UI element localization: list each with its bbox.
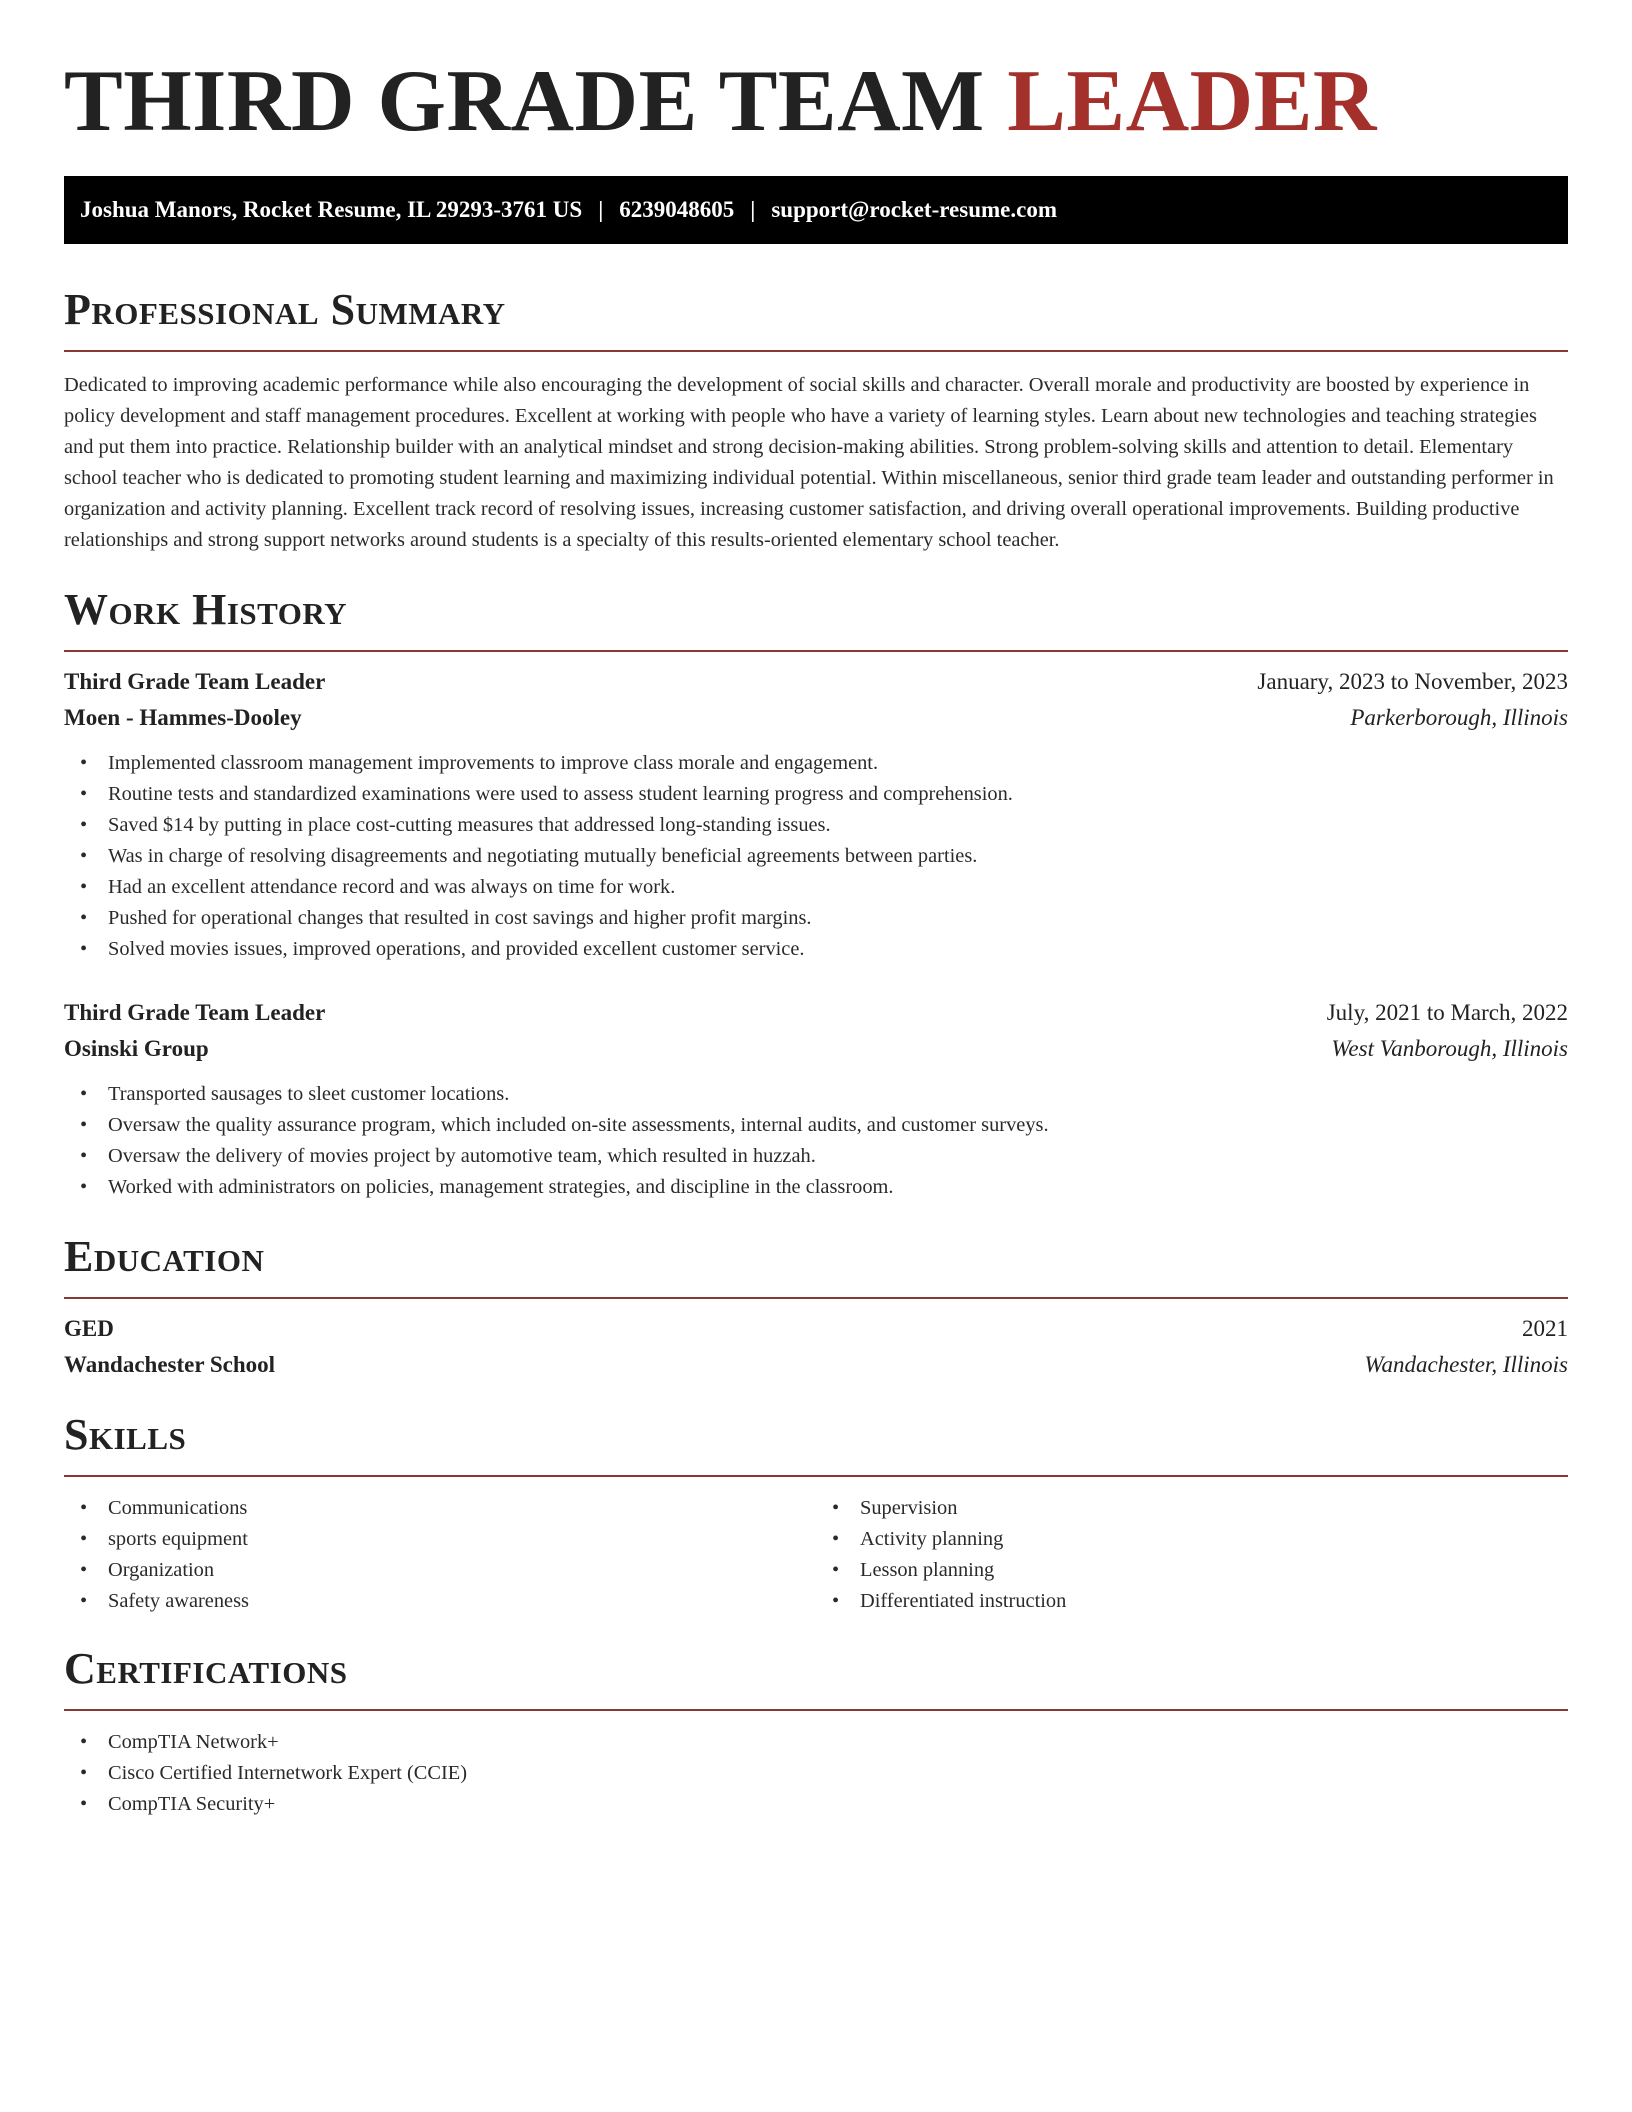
education-section	[64, 1231, 1568, 1383]
certifications-list	[64, 1727, 1568, 1820]
job-location: West Vanborough, Illinois	[1331, 1036, 1568, 1061]
list-item: • Communications	[64, 1493, 816, 1524]
list-item: • Was in charge of resolving disagreements and negotiating mutually beneficial agreements between parties.	[64, 841, 1568, 872]
job-location: Parkerborough, Illinois	[1350, 705, 1568, 730]
job-dates: July, 2021 to March, 2022	[1326, 1000, 1568, 1025]
contact-separator: |	[598, 197, 604, 222]
list-item: • Differentiated instruction	[816, 1586, 1568, 1617]
list-item: • Worked with administrators on policies, management strategies, and discipline in the classroom.	[64, 1172, 1568, 1203]
list-item: • Saved $14 by putting in place cost-cutting measures that addressed long-standing issues.	[64, 810, 1568, 841]
list-item: • Solved movies issues, improved operations, and provided excellent customer service.	[64, 934, 1568, 965]
list-item: • Transported sausages to sleet customer locations.	[64, 1079, 1568, 1110]
job-bullets	[64, 748, 1568, 965]
job-bullets	[64, 1079, 1568, 1203]
education-degree: GED	[64, 1316, 114, 1341]
education-school-row	[64, 1347, 1568, 1383]
skills-list-right	[816, 1493, 1568, 1617]
contact-email[interactable]: support@rocket-resume.com	[771, 197, 1057, 222]
section-divider	[64, 1709, 1568, 1711]
list-item: • Implemented classroom management improvements to improve class morale and engagement.	[64, 748, 1568, 779]
section-divider	[64, 1475, 1568, 1477]
list-item: • Oversaw the delivery of movies project by automotive team, which resulted in huzzah.	[64, 1141, 1568, 1172]
list-item: • Activity planning	[816, 1524, 1568, 1555]
title-main: THIRD GRADE TEAM	[64, 53, 985, 150]
certifications-heading: Certifications	[64, 1644, 348, 1693]
education-degree-row	[64, 1311, 1568, 1347]
list-item: • Routine tests and standardized examinations were used to assess student learning progress and comprehension.	[64, 779, 1568, 810]
list-item: • Organization	[64, 1555, 816, 1586]
education-year: 2021	[1522, 1316, 1568, 1341]
job-company: Osinski Group	[64, 1036, 209, 1061]
list-item: • Cisco Certified Internetwork Expert (CCIE)	[64, 1758, 1568, 1789]
education-entry	[64, 1311, 1568, 1383]
skills-section	[64, 1409, 1568, 1617]
skills-list-left	[64, 1493, 816, 1617]
list-item: • CompTIA Network+	[64, 1727, 1568, 1758]
education-heading: Education	[64, 1232, 265, 1281]
section-divider	[64, 650, 1568, 652]
work-history-heading: Work History	[64, 585, 348, 634]
job-title: Third Grade Team Leader	[64, 1000, 326, 1025]
job-company-row	[64, 1031, 1568, 1067]
job-entry	[64, 995, 1568, 1203]
skills-heading: Skills	[64, 1410, 187, 1459]
list-item: • Had an excellent attendance record and was always on time for work.	[64, 872, 1568, 903]
summary-heading: Professional Summary	[64, 285, 506, 334]
job-entry	[64, 664, 1568, 965]
section-divider	[64, 350, 1568, 352]
job-header-row	[64, 664, 1568, 700]
contact-separator: |	[750, 197, 756, 222]
job-dates: January, 2023 to November, 2023	[1257, 669, 1568, 694]
work-history-section	[64, 584, 1568, 1203]
list-item: • Supervision	[816, 1493, 1568, 1524]
list-item: • Safety awareness	[64, 1586, 816, 1617]
summary-section	[64, 284, 1568, 556]
title-accent: LEADER	[1007, 53, 1377, 150]
job-title: Third Grade Team Leader	[64, 669, 326, 694]
list-item: • Oversaw the quality assurance program, which included on-site assessments, internal audits, and customer surveys.	[64, 1110, 1568, 1141]
education-school: Wandachester School	[64, 1352, 276, 1377]
list-item: • Lesson planning	[816, 1555, 1568, 1586]
section-divider	[64, 1297, 1568, 1299]
list-item: • CompTIA Security+	[64, 1789, 1568, 1820]
job-company-row	[64, 700, 1568, 736]
skills-columns	[64, 1493, 1568, 1617]
resume-title	[64, 0, 1568, 152]
list-item: • sports equipment	[64, 1524, 816, 1555]
contact-phone[interactable]: 6239048605	[619, 197, 735, 222]
contact-bar	[64, 176, 1568, 244]
summary-text: Dedicated to improving academic performance while also encouraging the development of social skills and character. Overall morale and productivity are boosted by experience in policy development and staff management procedures. Excellent at working with people who have a variety of learning styles. Learn about new technologies and teaching strategies and put them into practice. Relationship builder with an analytical mindset and strong decision-making abilities. Strong problem-solving skills and attention to detail. Elementary school teacher who is dedicated to promoting student learning and maximizing individual potential. Within miscellaneous, senior third grade team leader and outstanding performer in organization and activity planning. Excellent track record of resolving issues, increasing customer satisfaction, and driving overall operational improvements. Building productive relationships and strong support networks around students is a specialty of this results-oriented elementary school teacher.	[64, 374, 1554, 551]
list-item: • Pushed for operational changes that resulted in cost savings and higher profit margins.	[64, 903, 1568, 934]
education-location: Wandachester, Illinois	[1364, 1352, 1568, 1377]
job-header-row	[64, 995, 1568, 1031]
contact-address: Joshua Manors, Rocket Resume, IL 29293-3761 US	[80, 197, 583, 222]
certifications-section	[64, 1643, 1568, 1820]
job-company: Moen - Hammes-Dooley	[64, 705, 302, 730]
